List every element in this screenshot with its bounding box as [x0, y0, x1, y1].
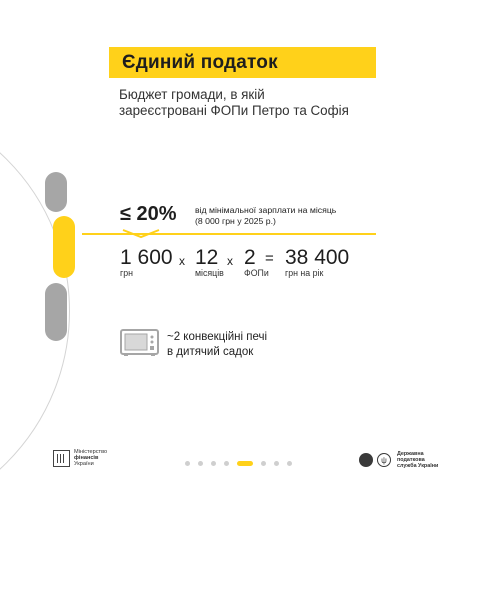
- total-value: 38 400: [285, 246, 350, 269]
- page-dot[interactable]: [185, 461, 190, 466]
- progress-pill-next: [45, 283, 67, 341]
- months-unit: місяців: [195, 268, 224, 278]
- page-dot[interactable]: [287, 461, 292, 466]
- chevron-down-icon: [121, 225, 161, 239]
- ministry-name: [74, 449, 107, 468]
- months-value: 12: [195, 246, 219, 269]
- people-unit: ФОПи: [244, 268, 269, 278]
- tax-service-name-line-1: Державна: [397, 451, 424, 457]
- total-unit: грн на рік: [285, 268, 324, 278]
- tax-service-circle-icon: [359, 453, 373, 467]
- rate-value: ≤ 20%: [120, 203, 177, 225]
- page-title: Єдиний податок: [122, 52, 278, 73]
- rate-note-line-1: від мінімальної зарплати на місяць: [195, 205, 337, 215]
- pagination-dots: [185, 461, 292, 466]
- amount-unit: грн: [120, 268, 133, 278]
- equals-sign: =: [265, 250, 274, 267]
- fact-line-1: ~2 конвекційні печі: [167, 331, 268, 343]
- rate-note: [195, 205, 336, 226]
- ministry-name-line-1: Міністерство: [74, 449, 108, 455]
- subtitle-line-2: зареєстровані ФОПи Петро та Софія: [119, 103, 349, 118]
- progress-pill-active: [53, 216, 75, 278]
- ministry-name-line-2: фінансів: [74, 455, 99, 462]
- multiply-sign-1: x: [179, 254, 185, 268]
- tax-service-name: [397, 451, 438, 469]
- multiply-sign-2: x: [227, 254, 233, 268]
- ministry-emblem-icon: [53, 450, 70, 467]
- rate-note-line-2: (8 000 грн у 2025 р.): [195, 215, 276, 226]
- tax-service-name-line-2: податкова: [397, 457, 425, 463]
- microwave-icon: [120, 329, 159, 357]
- people-value: 2: [244, 246, 256, 269]
- subtitle-line-1: Бюджет громади, в якій: [119, 87, 265, 102]
- page-dot[interactable]: [198, 461, 203, 466]
- subtitle: [119, 87, 349, 119]
- page-dot[interactable]: [261, 461, 266, 466]
- fact-text: [167, 330, 267, 359]
- page-dot[interactable]: [211, 461, 216, 466]
- tax-service-logo: [359, 451, 438, 469]
- page-dot-active[interactable]: [237, 461, 253, 466]
- fact-line-2: в дитячий садок: [167, 345, 254, 358]
- page-dot[interactable]: [224, 461, 229, 466]
- page-dot[interactable]: [274, 461, 279, 466]
- tax-service-name-line-3: служба України: [397, 463, 439, 469]
- progress-pill-previous: [45, 172, 67, 212]
- trident-icon: ψ: [377, 453, 391, 467]
- ministry-logo: [53, 449, 107, 468]
- amount-value: 1 600: [120, 246, 173, 269]
- ministry-name-line-3: України: [74, 461, 94, 468]
